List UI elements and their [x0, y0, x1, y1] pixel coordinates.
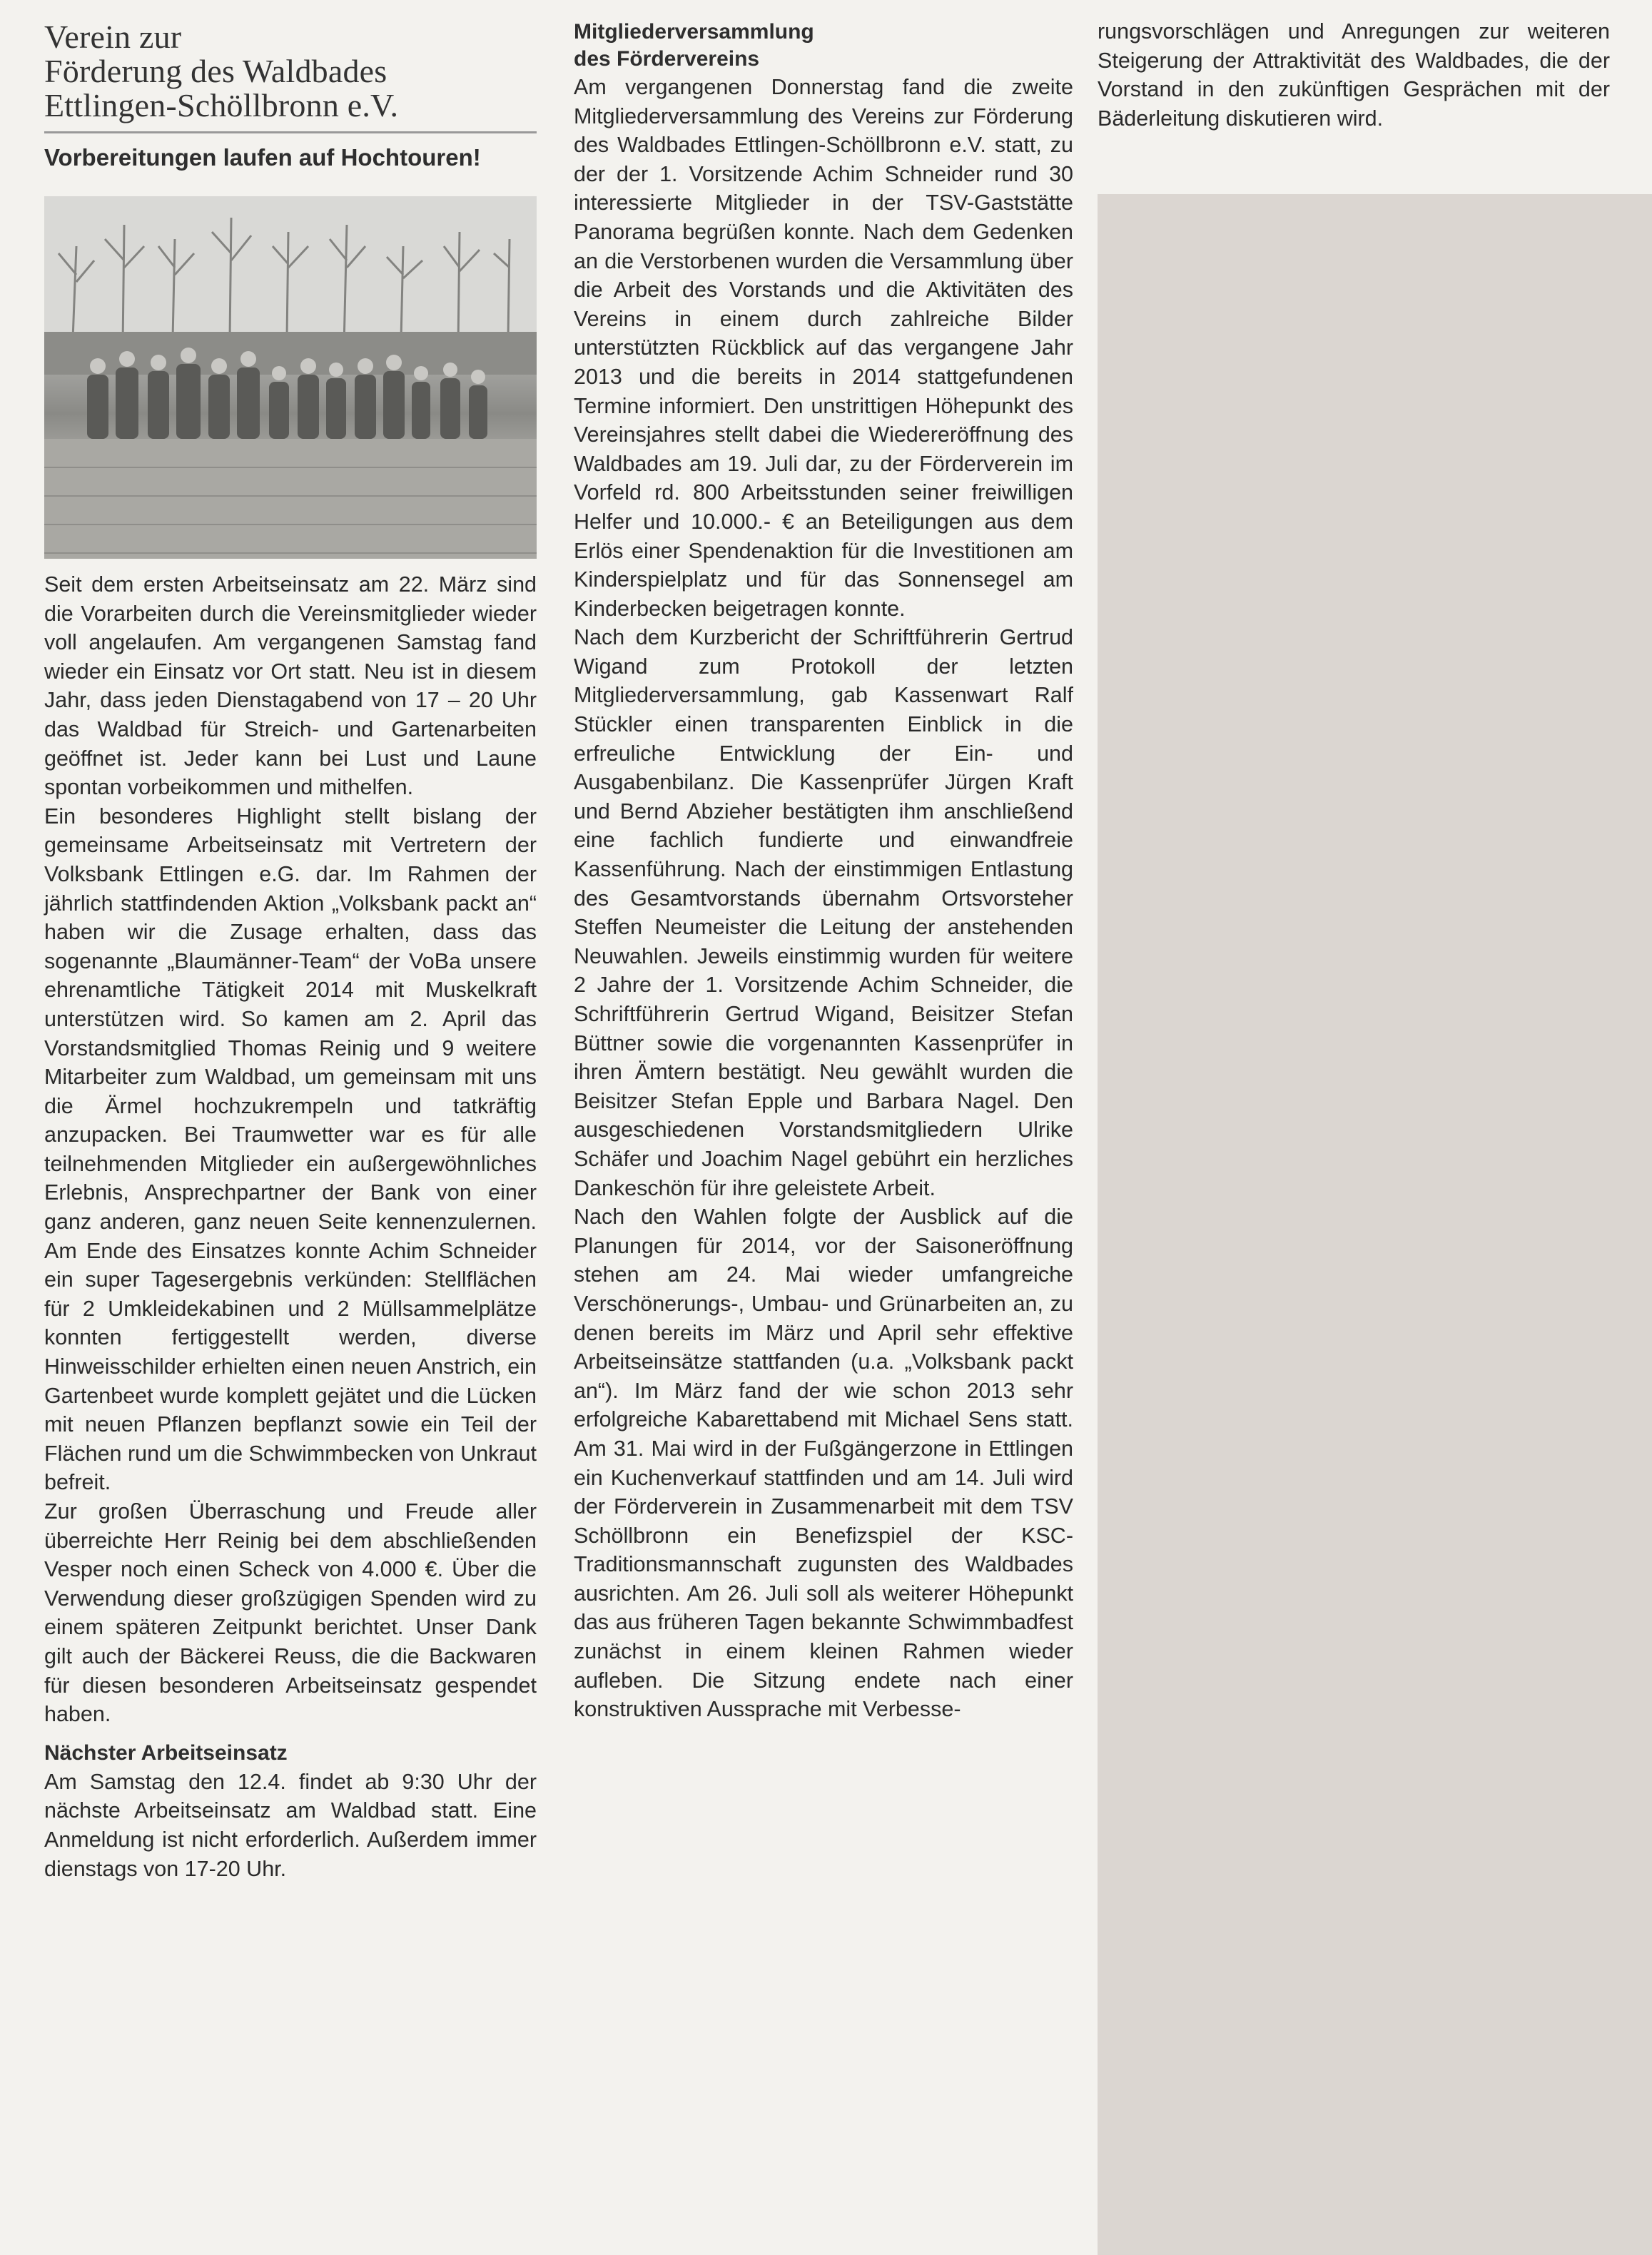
title-divider — [44, 131, 537, 133]
paragraph: Seit dem ersten Arbeitseinsatz am 22. März sind die Vorarbeiten durch die Vereinsmitglieder wieder voll angelaufen. Am vergangenen Samstag fand wieder ein Einsatz vor Ort statt. Neu ist in diesem Jahr, dass jeden Dienstagabend von 17 – 20 Uhr das Waldbad für Streich- und Gartenarbeiten geöffnet ist. Jeder kann bei Lust und Laune spontan vorbeikommen und mithelfen. — [44, 572, 537, 800]
title-line: Verein zur — [44, 19, 182, 55]
empty-gray-area — [1098, 194, 1652, 2255]
paragraph: rungsvorschlägen und Anregungen zur weiteren Steigerung der Attraktivität des Waldbades, die der Vorstand in den zukünftigen Gesprächen mit der Bäderleitung diskutieren wird. — [1098, 19, 1610, 131]
article-body-col2 — [574, 73, 1073, 1724]
paragraph: Nach den Wahlen folgte der Ausblick auf die Planungen für 2014, vor der Saisoneröffnung stehen am 24. Mai wieder umfangreiche Verschönerungs-, Umbau- und Grünarbeiten an, zu denen bereits im März und April sehr effektive Arbeitseinsätze stattfanden (u.a. „Volksbank packt an“). Im März fand der wie schon 2013 sehr erfolgreiche Kabarettabend mit Michael Sens statt. Am 31. Mai wird in der Fußgängerzone in Ettlingen ein Kuchenverkauf stattfinden und am 14. Juli wird der Förderverein in Zusammenarbeit mit dem TSV Schöllbronn ein Benefizspiel der KSC-Traditionsmannschaft zugunsten des Waldbades ausrichten. Am 26. Juli soll als weiterer Höhepunkt das aus früheren Tagen bekannte Schwimmbadfest zunächst in einem kleinen Rahmen wieder aufleben. Die Sitzung endete nach einer konstruktiven Aussprache mit Verbesse- — [574, 1205, 1073, 1722]
paragraph: Ein besonderes Highlight stellt bislang der gemeinsame Arbeitseinsatz mit Vertretern der Volksbank Ettlingen e.G. dar. Im Rahmen der jährlich stattfindenden Aktion „Volksbank packt an“ haben wir die Zusage erhalten, dass das sogenannte „Blaumänner-Team“ der VoBa unsere ehrenamtliche Tätigkeit 2014 mit Muskelkraft unterstützen wird. So kamen am 2. April das Vorstandsmitglied Thomas Reinig und 9 weitere Mitarbeiter zum Waldbad, um gemeinsam mit uns die Ärmel hochzukrempeln und tatkräftig anzupacken. Bei Traumwetter war es für alle teilnehmenden Mitglieder ein außergewöhnliches Erlebnis, Ansprechpartner der Bank von einer ganz anderen, ganz neuen Seite kennenzulernen. Am Ende des Einsatzes konnte Achim Schneider ein super Tagesergebnis verkünden: Stellflächen für 2 Umkleidekabinen und 2 Müllsammelplätze konnten fertiggestellt werden, diverse Hinweisschilder erhielten einen neuen Anstrich, ein Gartenbeet wurde komplett gejätet und die Lücken mit neuen Pflanzen bepflanzt sowie ein Teil der Flächen rund um die Schwimmbecken von Unkraut befreit. — [44, 804, 537, 1495]
section-heading-meeting — [574, 19, 1073, 73]
group-photo-illustration — [44, 196, 537, 559]
article-body-col3 — [1098, 17, 1610, 133]
column-2 — [574, 0, 1073, 1724]
paragraph: Nach dem Kurzbericht der Schriftführerin Gertrud Wigand zum Protokoll der letzten Mitgliederversammlung, gab Kassenwart Ralf Stückler einen transparenten Einblick in die erfreuliche Entwicklung der Ein- und Ausgabenbilanz. Die Kassenprüfer Jürgen Kraft und Bernd Abzieher bestätigten ihm anschließend eine fachlich fundierte und einwandfreie Kassenführung. Nach der einstimmigen Entlastung des Gesamtvorstands übernahm Ortsvorsteher Steffen Neumeister die Leitung der anstehenden Neuwahlen. Jeweils einstimmig wurden für weitere 2 Jahre der 1. Vorsitzende Achim Schneider, die Schriftführerin Gertrud Wigand, Beisitzer Stefan Büttner sowie die vorgenannten Kassenprüfer in ihren Ämtern bestätigt. Neu gewählt wurden die Beisitzer Stefan Epple und Barbara Nagel. Den ausgeschiedenen Vorstandsmitgliedern Ulrike Schäfer und Joachim Nagel gebührt ein herzliches Dankeschön für ihre geleistete Arbeit. — [574, 625, 1073, 1200]
title-line: Förderung des Waldbades — [44, 53, 387, 89]
heading-line: Mitgliederversammlung — [574, 20, 814, 44]
paragraph: Zur großen Überraschung und Freude aller überreichte Herr Reinig bei dem abschließenden Vesper noch einen Scheck von 4.000 €. Über die Verwendung dieser großzügigen Spenden wird zu einem späteren Zeitpunkt berichtet. Unser Dank gilt auch der Bäckerei Reuss, die die Backwaren für diesen besonderen Arbeitseinsatz gespendet haben. — [44, 1499, 537, 1727]
title-line: Ettlingen-Schöllbronn e.V. — [44, 87, 399, 123]
article-body-col1 — [44, 570, 537, 1883]
paragraph: Am Samstag den 12.4. findet ab 9:30 Uhr der nächste Arbeitseinsatz am Waldbad statt. Eine Anmeldung ist nicht erforderlich. Außerdem immer dienstags von 17-20 Uhr. — [44, 1769, 537, 1881]
article-title — [44, 20, 537, 123]
heading-line: des Fördervereins — [574, 47, 760, 71]
paragraph: Am vergangenen Donnerstag fand die zweite Mitgliederversammlung des Vereins zur Förderung des Waldbades Ettlingen-Schöllbronn e.V. statt, zu der der 1. Vorsitzende Achim Schneider rund 30 interessierte Mitglieder in der TSV-Gaststätte Panorama begrüßen konnte. Nach dem Gedenken an die Verstorbenen wurden die Versammlung über die Arbeit des Vorstands und die Aktivitäten des Vereins in einem durch zahlreiche Bilder unterstützten Rückblick auf das vergangene Jahr 2013 und die bereits in 2014 stattgefundenen Termine informiert. Den unstrittigen Höhepunkt des Vereinsjahres stellt dabei die Wiedereröffnung des Waldbades am 19. Juli dar, zu der Förderverein im Vorfeld rd. 800 Arbeitsstunden seiner freiwilligen Helfer und 10.000.- € an Beteiligungen aus dem Erlös einer Spendenaktion für die Investitionen am Kinderspielplatz und für das Sonnensegel am Kinderbecken beigetragen konnte. — [574, 75, 1073, 621]
column-3 — [1098, 0, 1610, 133]
section-heading-next-work: Nächster Arbeitseinsatz — [44, 1740, 288, 1765]
article-subtitle: Vorbereitungen laufen auf Hochtouren! — [44, 144, 481, 171]
column-1 — [44, 0, 537, 1883]
group-photo — [44, 196, 537, 559]
